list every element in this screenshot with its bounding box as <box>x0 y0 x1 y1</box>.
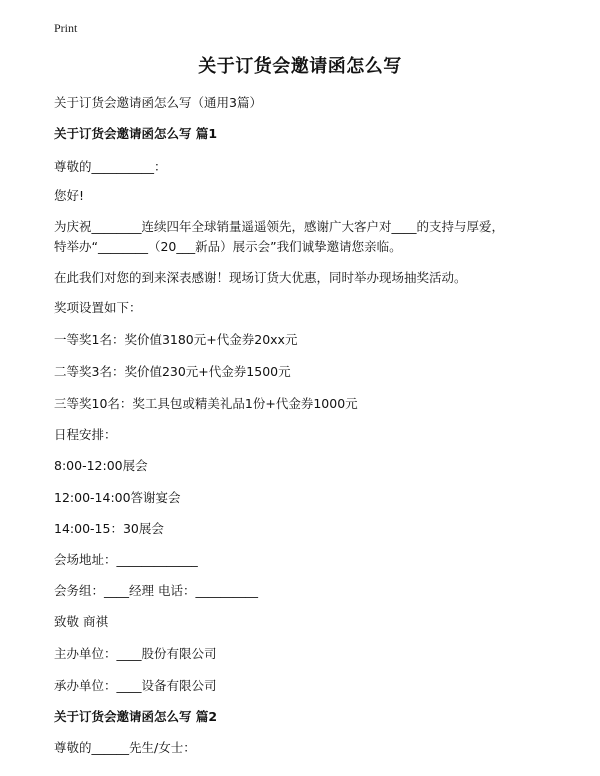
schedule-item: 8:00-12:00展会 <box>54 458 148 473</box>
contact-line: 会务组：____经理 电话：__________ <box>54 583 258 598</box>
section-heading-2: 关于订货会邀请函怎么写 篇2 <box>54 709 218 724</box>
paragraph-line: 特举办“________（20___新品）展示会”我们诚挚邀请您亲临。 <box>54 239 402 254</box>
venue-line: 会场地址：_____________ <box>54 552 198 567</box>
prize-heading: 奖项设置如下： <box>54 300 142 315</box>
paragraph-line: 在此我们对您的到来深表感谢！现场订货大优惠，同时举办现场抽奖活动。 <box>54 270 467 285</box>
prize-item: 二等奖3名：奖价值230元+代金券1500元 <box>54 364 291 379</box>
prize-item: 三等奖10名：奖工具包或精美礼品1份+代金券1000元 <box>54 396 358 411</box>
organizer-line: 主办单位：____股份有限公司 <box>54 646 217 661</box>
schedule-item: 12:00-14:00答谢宴会 <box>54 490 181 505</box>
hello-line: 您好! <box>54 188 85 203</box>
co-organizer-line: 承办单位：____设备有限公司 <box>54 678 217 693</box>
prize-item: 一等奖1名：奖价值3180元+代金券20xx元 <box>54 332 298 347</box>
greeting-line-2: 尊敬的______先生/女士： <box>54 740 196 755</box>
page-title: 关于订货会邀请函怎么写 <box>198 56 402 77</box>
schedule-heading: 日程安排： <box>54 427 117 442</box>
section-heading-1: 关于订货会邀请函怎么写 篇1 <box>54 126 218 141</box>
subtitle: 关于订货会邀请函怎么写（通用3篇） <box>54 95 262 110</box>
paragraph-line: 为庆祝________连续四年全球销量遥遥领先，感谢广大客户对____的支持与厚爱， <box>54 219 505 234</box>
greeting-line: 尊敬的__________： <box>54 159 167 174</box>
schedule-item: 14:00-15：30展会 <box>54 521 164 536</box>
print-link[interactable]: Print <box>54 21 78 35</box>
closing-line: 致敬 商祺 <box>54 614 108 629</box>
